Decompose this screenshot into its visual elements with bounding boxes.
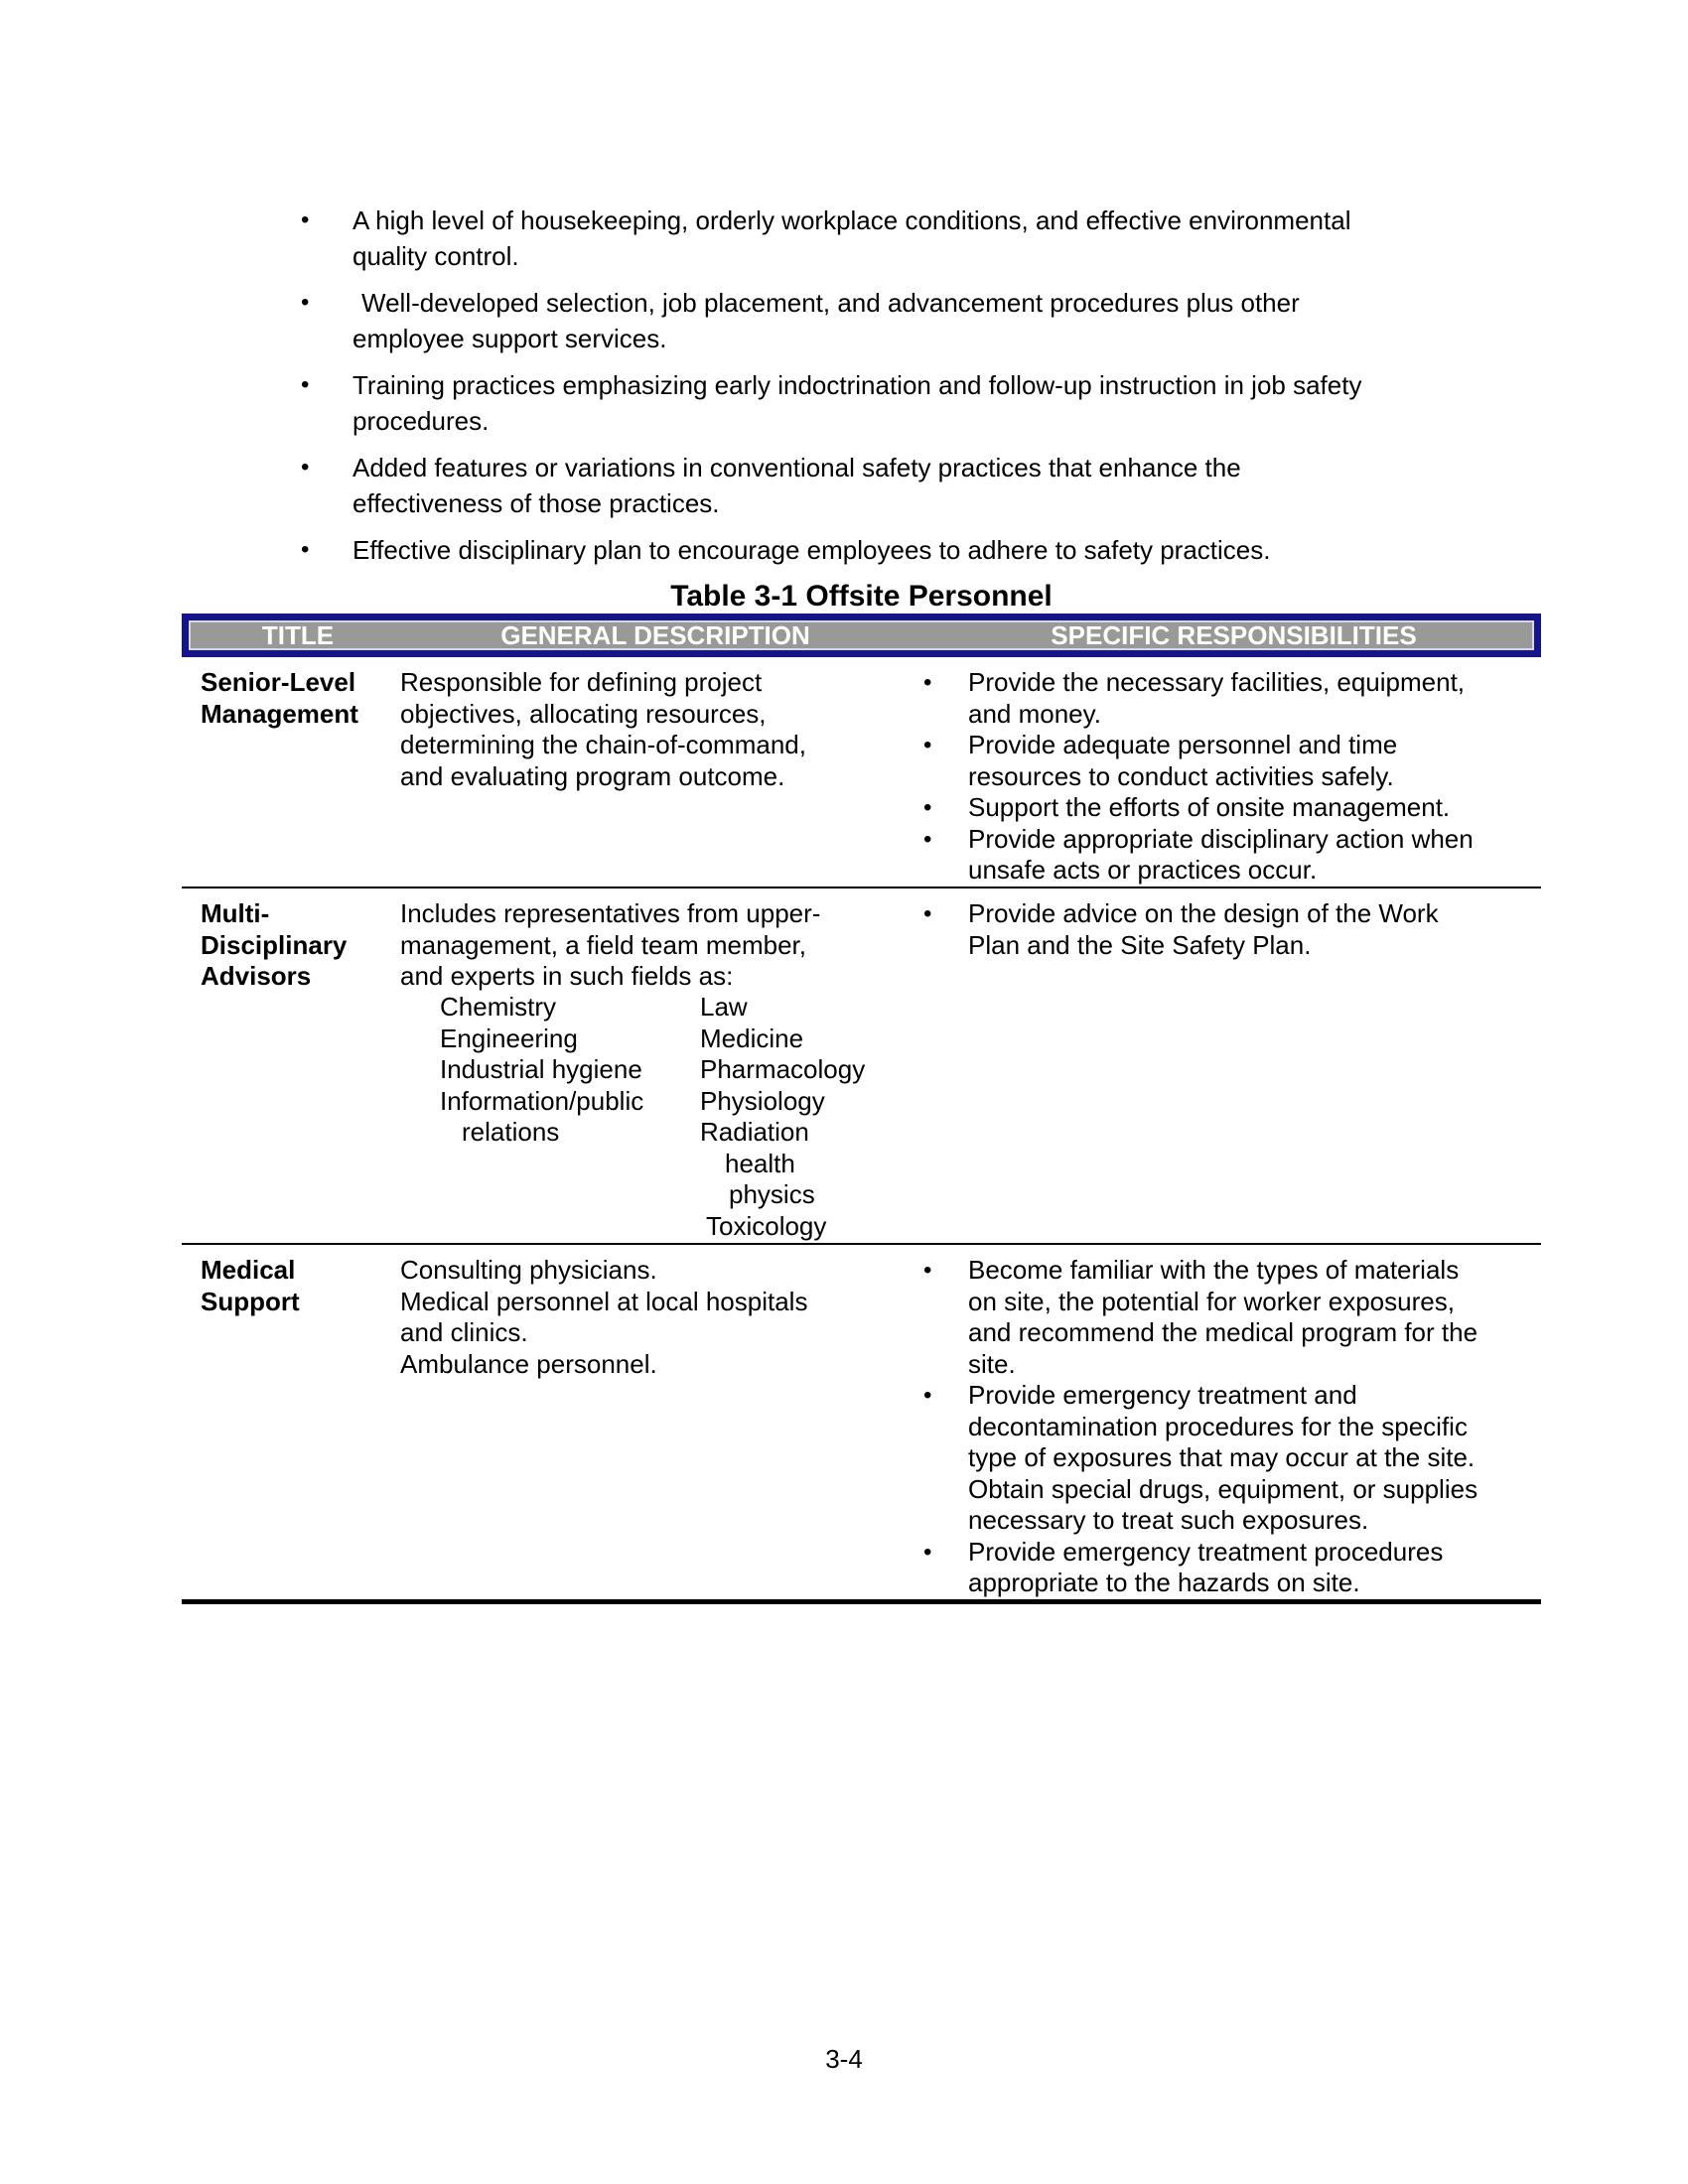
row-description-cell (400, 898, 820, 993)
bullet-icon: • (923, 669, 932, 696)
field-text: Law (700, 992, 748, 1022)
field-text: physics (729, 1179, 815, 1209)
row-title-text: Senior-Level (201, 667, 356, 697)
table-header-row (182, 614, 1541, 657)
responsibility-text: Provide emergency treatment and (968, 1380, 1357, 1410)
description-text: Medical personnel at local hospitals (400, 1286, 808, 1316)
bullet-icon: • (301, 454, 310, 480)
offsite-personnel-table (182, 614, 1541, 1604)
list-item (923, 1537, 1477, 1599)
list-item (301, 285, 1361, 356)
row-title-text: Advisors (201, 961, 312, 991)
responsibility-text: Provide advice on the design of the Work (968, 898, 1439, 928)
bullet-icon: • (923, 794, 932, 821)
responsibility-text: decontamination procedures for the specific (968, 1411, 1468, 1441)
bullet-icon: • (923, 732, 932, 758)
column-header-title: TITLE (261, 620, 335, 650)
responsibility-text: Support the efforts of onsite management. (968, 792, 1451, 822)
field-text: health (725, 1148, 795, 1178)
description-text: Includes representatives from upper- (400, 898, 821, 928)
page-number: 3-4 (825, 2044, 863, 2074)
field-text: Engineering (440, 1023, 578, 1053)
row-title-cell (201, 1255, 300, 1317)
responsibility-text: Provide adequate personnel and time (968, 730, 1398, 759)
table-row (182, 1245, 1541, 1604)
bullet-icon: • (923, 825, 932, 853)
list-item (923, 667, 1474, 730)
description-text: management, a field team member, (400, 929, 806, 960)
responsibility-text: Provide the necessary facilities, equipment, (968, 667, 1466, 697)
row-responsibilities-cell (923, 667, 1474, 887)
list-item-text: Well-developed selection, job placement, and advancement procedures plus other (361, 288, 1300, 318)
description-text: objectives, allocating resources, (400, 698, 767, 729)
list-item (923, 792, 1474, 824)
bullet-icon: • (301, 536, 310, 563)
row-title-text: Support (201, 1286, 300, 1316)
field-text: relations (462, 1117, 560, 1147)
row-title-cell (201, 667, 358, 730)
row-description-cell (400, 1255, 807, 1380)
fields-column-left (440, 992, 643, 1149)
list-item (301, 532, 1361, 568)
description-text: and evaluating program outcome. (400, 760, 785, 791)
responsibility-text: Provide appropriate disciplinary action when (968, 823, 1474, 854)
bullet-icon: • (923, 900, 932, 927)
responsibility-text: Become familiar with the types of materials (968, 1255, 1460, 1285)
list-item-text: effectiveness of those practices. (352, 488, 720, 518)
list-item-text: quality control. (352, 241, 519, 271)
bullet-icon: • (923, 1257, 932, 1284)
row-responsibilities-cell (923, 1255, 1477, 1599)
bullet-icon: • (301, 289, 310, 316)
field-text: Pharmacology (700, 1054, 866, 1084)
responsibility-text: necessary to treat such exposures. (968, 1505, 1369, 1535)
list-item (301, 367, 1361, 439)
field-text: Industrial hygiene (440, 1054, 642, 1084)
list-item (301, 203, 1361, 274)
row-title-cell (201, 898, 347, 993)
list-item (923, 898, 1439, 961)
field-text: Chemistry (440, 992, 557, 1022)
list-item-text: Effective disciplinary plan to encourage employees to adhere to safety practices. (352, 535, 1271, 565)
table-title: Table 3-1 Offsite Personnel (670, 580, 1053, 613)
list-item-text: employee support services. (352, 324, 667, 353)
column-header-general-description: GENERAL DESCRIPTION (500, 620, 810, 650)
intro-bullet-list (301, 203, 1361, 579)
column-header-specific-responsibilities: SPECIFIC RESPONSIBILITIES (1051, 620, 1417, 650)
responsibility-text: resources to conduct activities safely. (968, 760, 1394, 791)
field-text: Toxicology (706, 1210, 827, 1241)
row-title-text: Medical (201, 1255, 296, 1285)
responsibility-text: on site, the potential for worker exposures, (968, 1286, 1455, 1316)
bullet-icon: • (301, 206, 310, 233)
list-item (923, 730, 1474, 792)
description-text: Responsible for defining project (400, 667, 763, 697)
list-item-text: Added features or variations in conventional safety practices that enhance the (352, 453, 1241, 482)
responsibility-text: and recommend the medical program for the (968, 1317, 1478, 1347)
responsibility-text: Obtain special drugs, equipment, or supplies (968, 1473, 1478, 1504)
description-text: and experts in such fields as: (400, 961, 734, 991)
responsibility-text: unsafe acts or practices occur. (968, 855, 1318, 885)
row-description-cell (400, 667, 806, 792)
responsibility-text: type of exposures that may occur at the site. (968, 1442, 1476, 1472)
list-item (923, 1380, 1477, 1537)
row-title-text: Management (201, 698, 358, 729)
list-item-text: procedures. (352, 406, 490, 436)
list-item-text: Training practices emphasizing early indoctrination and follow-up instruction in job safety (352, 370, 1362, 400)
bullet-icon: • (301, 371, 310, 398)
responsibility-text: appropriate to the hazards on site. (968, 1568, 1360, 1597)
description-text: Ambulance personnel. (400, 1348, 657, 1379)
fields-column-right (700, 992, 865, 1242)
field-text: Physiology (700, 1085, 825, 1116)
row-title-text: Multi- (201, 898, 270, 928)
list-item-text: A high level of housekeeping, orderly workplace conditions, and effective environmental (352, 205, 1351, 235)
bullet-icon: • (923, 1382, 932, 1409)
list-item (923, 824, 1474, 887)
responsibility-text: site. (968, 1348, 1016, 1379)
responsibility-text: Plan and the Site Safety Plan. (968, 929, 1312, 960)
responsibility-text: and money. (968, 698, 1101, 729)
list-item (923, 1255, 1477, 1380)
row-title-text: Disciplinary (201, 929, 348, 960)
table-row (182, 657, 1541, 888)
field-text: Medicine (700, 1023, 804, 1053)
bullet-icon: • (923, 1538, 932, 1566)
responsibility-text: Provide emergency treatment procedures (968, 1536, 1444, 1567)
table-row (182, 888, 1541, 1245)
description-text: Consulting physicians. (400, 1255, 657, 1285)
row-responsibilities-cell (923, 898, 1439, 961)
field-text: Information/public (440, 1085, 644, 1116)
list-item (301, 450, 1361, 521)
description-text: and clinics. (400, 1317, 528, 1347)
description-text: determining the chain-of-command, (400, 730, 806, 759)
field-text: Radiation (700, 1117, 809, 1147)
